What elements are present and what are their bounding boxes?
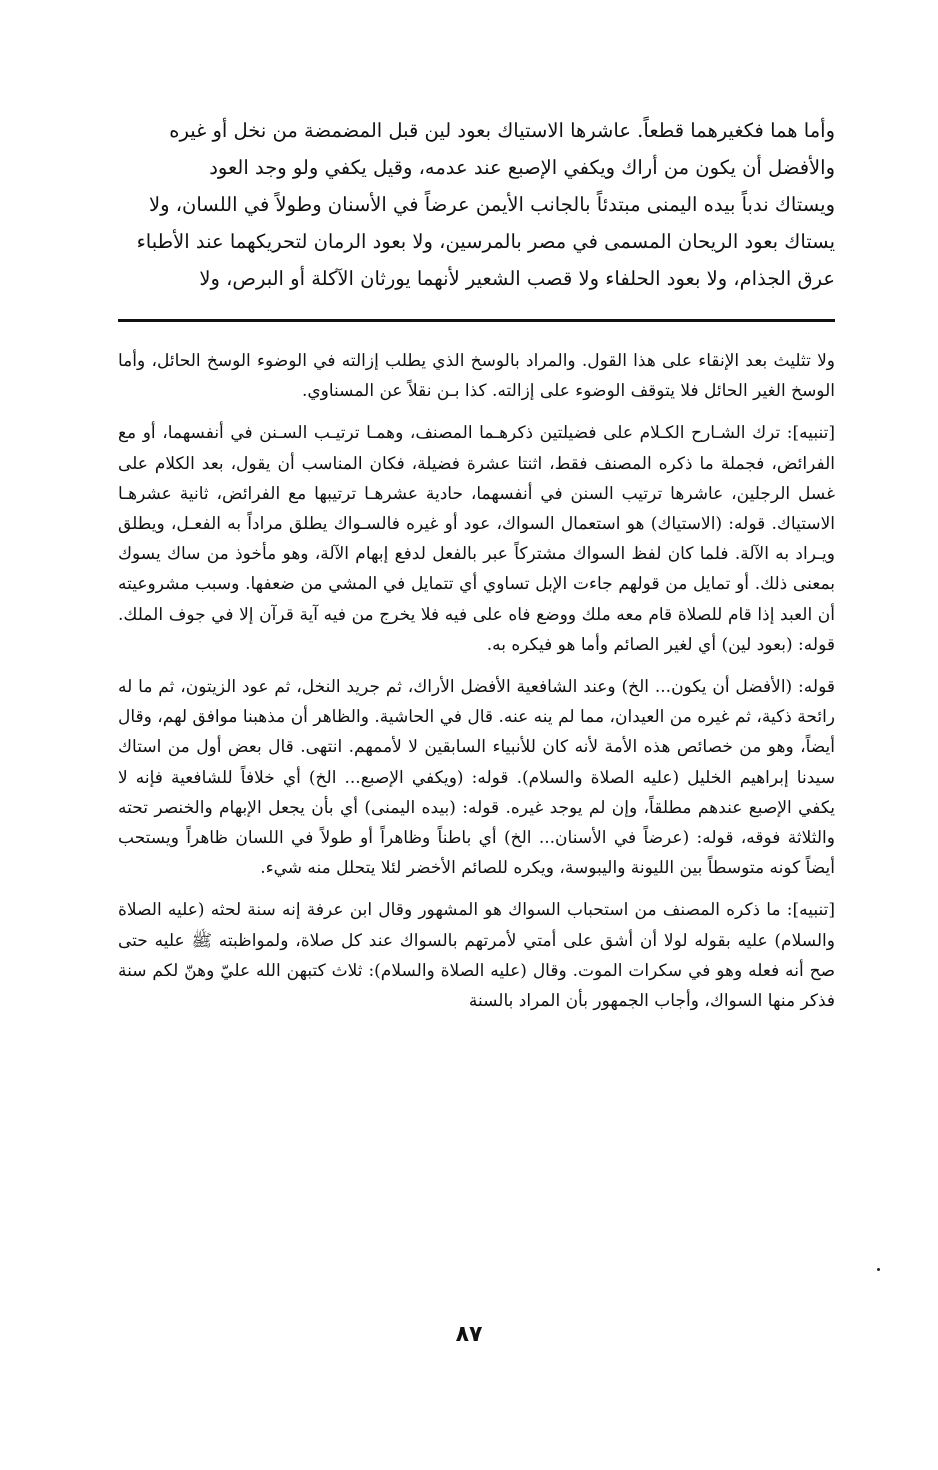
- page-number: ٨٧: [455, 1322, 483, 1347]
- main-text-line: ويستاك ندباً بيده اليمنى مبتدئاً بالجانب الأيمن عرضاً في الأسنان وطولاً في اللسان، ولا: [149, 193, 835, 216]
- commentary-paragraph: قوله: (الأفضل أن يكون... الخ) وعند الشافعية الأفضل الأراك، ثم جريد النخل، ثم عود الزيتون، ثم ما له رائحة ذكية، ثم غيره من العيدان، مما لم ينه عنه. قال في الحاشية. والظاهر أن مذهبنا موافق لهم، وقال أيضاً، وهو من خصائص هذه الأمة لأنه كان للأنبياء السابقين لا لأممهم. انتهى. قال بعض أول من استاك سيدنا إبراهيم الخليل (عليه الصلاة والسلام). قوله: (ويكفي الإصبع... الخ) أي خلافاً للشافعية فإنه لا يكفي الإصبع عندهم مطلقاً، وإن لم يوجد غيره. قوله: (بيده اليمنى) أي بأن يجعل الإبهام والخنصر تحته والثلاثة فوقه، قوله: (عرضاً في الأسنان... الخ) أي باطناً وظاهراً أو طولاً في اللسان ظاهراً ويستحب أيضاً كونه متوسطاً بين الليونة واليبوسة، ويكره للصائم الأخضر لئلا يتحلل منه شيء.: [118, 677, 835, 879]
- commentary-paragraph: [تنبيه]: ما ذكره المصنف من استحباب السواك هو المشهور وقال ابن عرفة إنه سنة لحثه (عليه الصلاة والسلام) عليه بقوله لولا أن أشق على أمتي لأمرتهم بالسواك عند كل صلاة، ولمواظبته ﷺ عليه حتى صح أنه فعله وهو في سكرات الموت. وقال (عليه الصلاة والسلام): ثلاث كتبهن الله عليّ وهنّ لكم سنة فذكر منها السواك، وأجاب الجمهور بأن المراد بالسنة: [118, 900, 835, 1012]
- main-text-line: والأفضل أن يكون من أراك ويكفي الإصبع عند عدمه، وقيل يكفي ولو وجد العود: [209, 156, 835, 179]
- commentary-paragraph: ولا تثليث بعد الإنقاء على هذا القول. والمراد بالوسخ الذي يطلب إزالته في الوضوء الوسخ الحائل، وأما الوسخ الغير الحائل فلا يتوقف الوضوء على إزالته. كذا بـن نقلاً عن المسناوي.: [118, 351, 835, 402]
- main-text-line: وأما هما فكغيرهما قطعاً. عاشرها الاستياك بعود لين قبل المضمضة من نخل أو غيره: [169, 119, 835, 142]
- main-text-line: عرق الجذام، ولا بعود الحلفاء ولا قصب الشعير لأنهما يورثان الآكلة أو البرص، ولا: [199, 267, 835, 290]
- main-text: [118, 112, 835, 297]
- scan-speck: [877, 1268, 880, 1271]
- commentary: [118, 346, 835, 1016]
- footnote-separator: [118, 319, 835, 322]
- page-body: [118, 112, 835, 1016]
- main-text-line: يستاك بعود الريحان المسمى في مصر بالمرسين، ولا بعود الرمان لتحريكهما عند الأطباء: [136, 230, 835, 253]
- commentary-paragraph: [تنبيه]: ترك الشـارح الكـلام على فضيلتين ذكرهـما المصنف، وهمـا ترتيـب السـنن في أنفسهما، أو مع الفرائض، فجملة ما ذكره المصنف فقط، اثنتا عشرة فضيلة، فكان المناسب أن يقول، بعد الكلام على غسل الرجلين، عاشرها ترتيب السنن في أنفسهما، حادية عشرهـا ترتيبها مع الفرائض، ثانية عشرهـا الاستياك. قوله: (الاستياك) هو استعمال السواك، عود أو غيره فالسـواك يطلق مراداً به الفعـل، ويطلق ويـراد به الآلة. فلما كان لفظ السواك مشتركاً عبر بالفعل لدفع إبهام الآلة، وهو مأخوذ من ساك يسوك بمعنى ذلك. أو تمايل من قولهم جاءت الإبل تساوي أي تتمايل في المشي من ضعفها. وسبب مشروعيته أن العبد إذا قام للصلاة قام معه ملك ووضع فاه على فيه فلا يخرج من فيه آية قرآن إلا في جوف الملك. قوله: (بعود لين) أي لغير الصائم وأما هو فيكره به.: [118, 423, 835, 655]
